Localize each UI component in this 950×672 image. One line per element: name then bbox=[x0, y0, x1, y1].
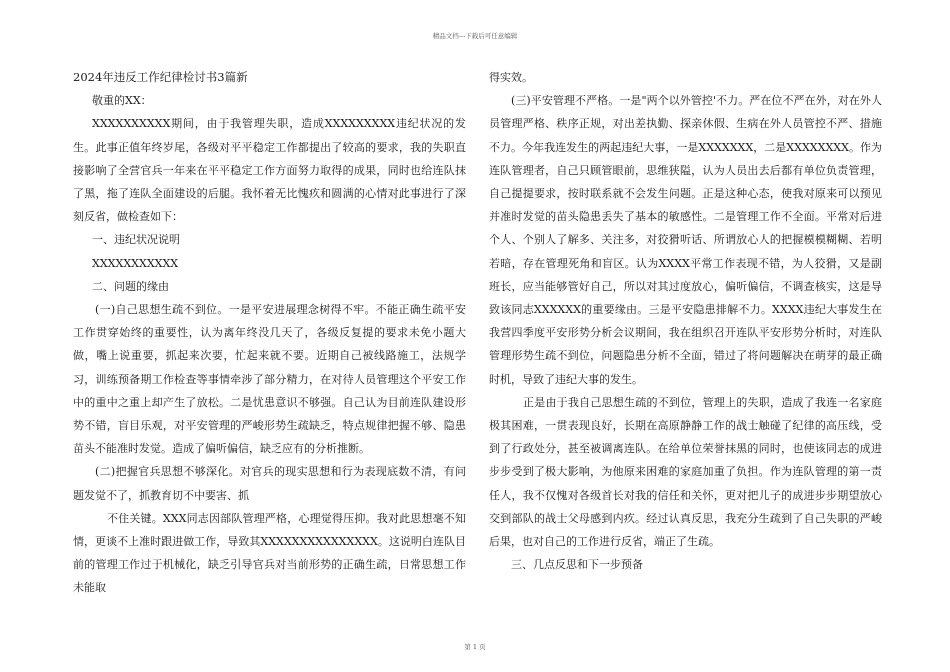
paragraph-redacted: XXXXXXXXXXX bbox=[92, 256, 179, 270]
paragraph-reflection: 正是由于我自己思想生疏的不到位，管理上的失职，造成了我连一名家庭极其困难，一贯表现良好，长期在高原静静工作的战士触碰了纪律的高压线，受到了行政处分，甚至被调离连队。在给单位荣誉抹黑的同时，也使该同志的成进步步受到了极大影响，为他原来困难的家庭加重了负担。作为连队管理的第一责任人，我不仅愧对各级首长对我的信任和关怀，更对把儿子的成进步步期望放心交到部队的战士父母感到内疚。经过认真反思，我充分生疏到了自己失职的严峻后果，也对自己的工作进行反省，端正了生疏。 bbox=[489, 395, 882, 549]
page-footer: 第 1 页 bbox=[464, 643, 486, 651]
greeting: 敬重的XX： bbox=[92, 94, 152, 108]
right-column bbox=[489, 66, 882, 576]
heading-causes: 二、问题的缘由 bbox=[92, 279, 169, 293]
paragraph-cause-1: (一)自己思想生疏不到位。一是平安进展理念树得不牢。不能正确生疏平安工作贯穿始终的重要性，认为离年终没几天了，各级反复提的要求未免小题大做，嘴上说重要，抓起来次要，忙起来就不要。近期自己被线路施工，法规学习，训练预备期工作检查等事情牵涉了部分精力，在对待人员管理这个平安工作中的重中之重上却产生了放松。二是忧患意识不够强。自己认为目前连队建设形势不错，盲目乐观，对平安管理的严峻形势生疏缺乏，特点规律把握不够、隐患苗头不能准时发觉。造成了偏听偏信，缺乏应有的分析推断。 bbox=[73, 303, 466, 456]
paragraph-cause-2-cont: 不住关键。XXX同志因部队管理严格，心理觉得压抑。我对此思想毫不知情，更谈不上准时跟进做工作，导致其XXXXXXXXXXXXXXX。这说明白连队目前的管理工作过于机械化，缺乏引导官兵对当前形势的正确生疏，日常思想工作未能取 bbox=[73, 511, 466, 595]
document-title: 2024年违反工作纪律检讨书3篇新 bbox=[73, 70, 248, 84]
page-header: 精品文档---下载后可任意编辑 bbox=[432, 32, 518, 40]
heading-violation: 一、违纪状况说明 bbox=[92, 233, 180, 247]
heading-next-steps: 三、几点反思和下一步预备 bbox=[511, 558, 643, 572]
paragraph-cause-3: (三)平安管理不严格。一是"两个以外管控'不力。严在位不严在外，对在外人员管理严格、秩序正规，对出差执勤、探亲休假、生病在外人员管控不严、措施不力。今年我连发生的两起违纪大事，一是XXXXXXX，二是XXXXXXXX。作为连队管理者，自己只顾管眼前，思维狭隘，认为人员出去后都有单位负责管理，自己提提要求，按时联系就不会发生问题。正是这种心态，使我对原来可以预见并准时发觉的苗头隐患丢失了基本的敏感性。二是管理工作不全面。平常对后进个人、个别人了解多、关注多，对狡猾听话、所谓放心人的把握模模糊糊、若明若暗，存在管理死角和盲区。认为XXXX平常工作表现不错，为人狡猾，又是副班长，应当能够管好自己，所以对其过度放心，偏听偏信，不调查核实，这是导致该同志XXXXXX的重要缘由。三是平安隐患排解不力。XXXX违纪大事发生在我营四季度平安形势分析会议期间，我在组织召开连队平安形势分析时，对连队管理形势生疏不到位，问题隐患分析不全面，错过了将问题解决在萌芽的最正确时机，导致了违纪大事的发生。 bbox=[489, 94, 882, 386]
paragraph-continuation: 得实效。 bbox=[489, 71, 533, 84]
paragraph-intro: XXXXXXXXXX期间，由于我管理失职，造成XXXXXXXXX违纪状况的发生。此事正值年终岁尾，各级对平平稳定工作都提出了较高的要求，我的失职直接影响了全营官兵一年来在平平稳定工作方面努力取得的成果，同时也给连队抹了黑，拖了连队全面建设的后腿。我怀着无比愧疚和圆满的心情对此事进行了深刻反省，做检查如下： bbox=[73, 117, 466, 224]
left-column bbox=[73, 66, 466, 600]
paragraph-cause-2: (二)把握官兵思想不够深化。对官兵的现实思想和行为表现底数不清，有问题发觉不了，抓教育切不中要害、抓 bbox=[73, 465, 466, 502]
